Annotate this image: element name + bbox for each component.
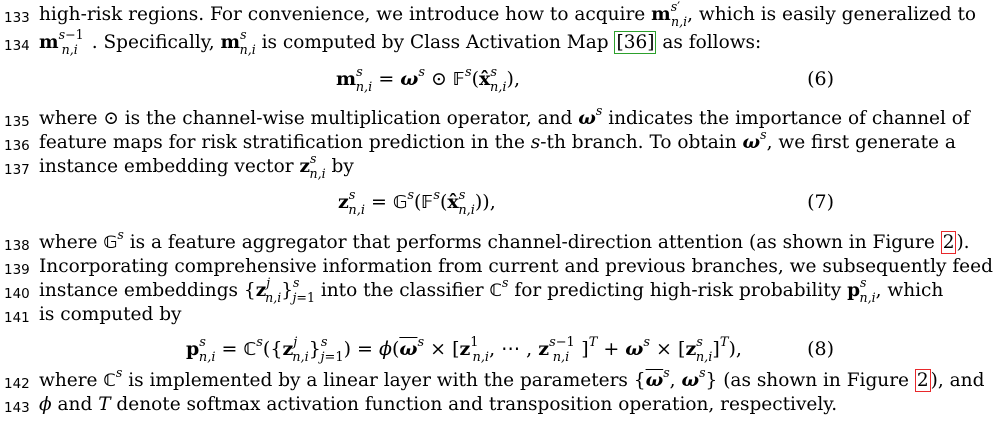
line-number: 134 <box>4 38 30 54</box>
figure-link[interactable]: 2 <box>942 232 955 253</box>
line-number: 143 <box>4 400 30 416</box>
equation-number: (8) <box>807 338 834 360</box>
line-text: where 𝔾$^s$ is a feature aggregator that performs channel-direction attention (as shown in Figure 2 ). <box>39 226 970 253</box>
equation-8 <box>0 333 852 365</box>
line-text: Incorporating comprehensive information from current and previous branches, we subsequently feed <box>39 256 993 277</box>
line-number: 141 <box>4 310 30 326</box>
equation-number: (6) <box>807 68 834 90</box>
equation-body: $z^s_{n,i}$ = 𝔾$^s$(𝔽$^s$(x̂$^s_{n,i}$)), <box>338 187 496 219</box>
citation-link[interactable]: [36] <box>616 32 655 53</box>
text-line-143 <box>0 392 852 418</box>
line-text: $m^{s-1}_{n,i}$ . Specifically, $m^s_{n,i}$ is computed by Class Activation Map [36] as follows: <box>39 26 762 57</box>
text-line-136 <box>0 126 956 156</box>
line-number: 138 <box>4 238 30 254</box>
line-text: is computed by <box>39 304 182 325</box>
line-text: instance embeddings $\{z^j_{n,i}\}^s_{j=1}$ into the classifier ℂ$^s$ for predicting high-risk probability $p^s_{n,i}$, which <box>39 274 944 305</box>
line-text: where ⊙ is the channel-wise multiplication operator, and $\omega^s$ indicates the importance of channel of <box>39 102 970 129</box>
equation-number: (7) <box>807 191 834 213</box>
text-line-137 <box>0 150 852 181</box>
equation-6 <box>0 63 852 95</box>
text-line-133 <box>0 0 977 29</box>
text-line-138 <box>0 226 970 256</box>
equation-body: $p^s_{n,i}$ = $ℂ^s(\{z^j_{n,i}\}^s_{j=1}) = \phi(\overline{\omega}^s \times [z^1_{n,i}$, ⋯ , $z^{s-1}_{n,i}$ ]$^T + \omega^s \times [z^s_{n,i}]^T$), <box>186 334 742 366</box>
line-number: 136 <box>4 138 30 154</box>
line-text: instance embedding vector $z^s_{n,i}$ by <box>39 150 354 181</box>
line-text: ϕ and T denote softmax activation function and transposition operation, respectively. <box>39 394 838 415</box>
line-number: 142 <box>4 376 30 392</box>
text-line-140 <box>0 274 944 305</box>
line-text: where ℂ$^s$ is implemented by a linear layer with the parameters {$\overline{\omega}^s$, $\omega^s$} (as shown in Figure 2 ), and <box>39 364 985 391</box>
line-number: 137 <box>4 162 30 178</box>
line-text: feature maps for risk stratification prediction in the s-th branch. To obtain $\omega^s$, we first generate a <box>39 126 956 153</box>
equation-7 <box>0 186 852 218</box>
text-line-139 <box>0 254 993 280</box>
equation-body: $m^s_{n,i} = \omega^s$ ⊙ 𝔽$^s$(x̂$^s_{n,i}$), <box>336 64 520 96</box>
text-line-134 <box>0 26 852 57</box>
line-text: high-risk regions. For convenience, we introduce how to acquire $m^{s'}_{n,i}$, which is easily generalized to <box>39 0 977 29</box>
line-number: 133 <box>4 10 30 26</box>
text-line-141 <box>0 302 852 328</box>
text-line-135 <box>0 102 970 132</box>
line-number: 139 <box>4 262 30 278</box>
figure-link[interactable]: 2 <box>916 370 929 391</box>
line-number: 140 <box>4 286 30 302</box>
line-number: 135 <box>4 114 30 130</box>
text-line-142 <box>0 364 985 394</box>
